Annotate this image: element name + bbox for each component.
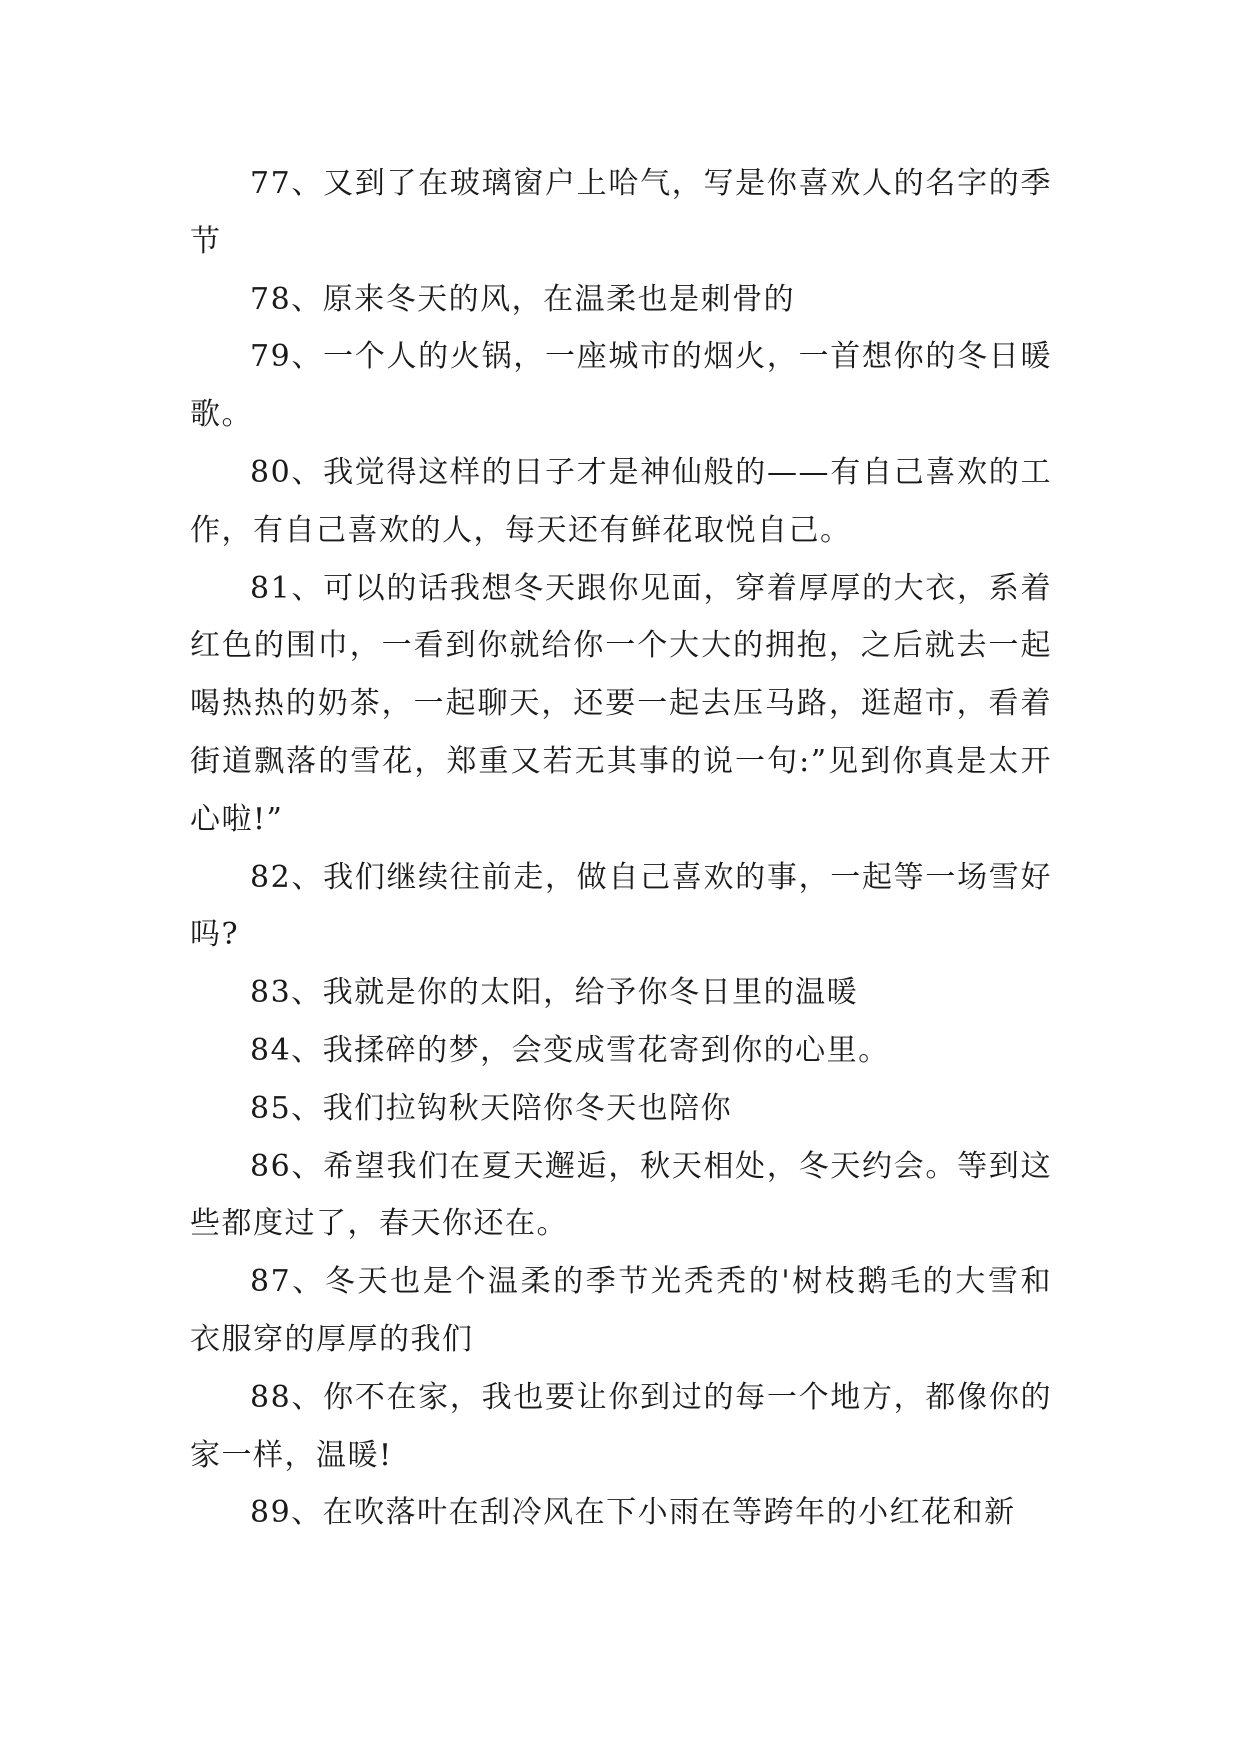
paragraph-81: 81、可以的话我想冬天跟你见面，穿着厚厚的大衣，系着红色的围巾，一看到你就给你一个大大的拥抱，之后就去一起喝热热的奶茶，一起聊天，还要一起去压马路，逛超市，看着街道飘落的雪花，郑重又若无其事的说一句:”见到你真是太开心啦!” bbox=[190, 570, 1052, 837]
paragraph-83: 83、我就是你的太阳，给予你冬日里的温暖 bbox=[250, 975, 859, 1011]
paragraph-77: 77、又到了在玻璃窗户上哈气，写是你喜欢人的名字的季节 bbox=[190, 166, 1052, 259]
paragraph-79: 79、一个人的火锅，一座城市的烟火，一首想你的冬日暖歌。 bbox=[190, 339, 1052, 433]
paragraph-85: 85、我们拉钩秋天陪你冬天也陪你 bbox=[250, 1090, 733, 1126]
paragraph-80: 80、我觉得这样的日子才是神仙般的——有自己喜欢的工作，有自己喜欢的人，每天还有鲜花取悦自己。 bbox=[190, 454, 1052, 548]
paragraph-84: 84、我揉碎的梦，会变成雪花寄到你的心里。 bbox=[250, 1032, 890, 1068]
paragraph-86: 86、希望我们在夏天邂逅，秋天相处，冬天约会。等到这些都度过了，春天你还在。 bbox=[190, 1148, 1052, 1242]
paragraph-87: 87、冬天也是个温柔的季节光秃秃的'树枝鹅毛的大雪和衣服穿的厚厚的我们 bbox=[190, 1264, 1052, 1357]
paragraph-89: 89、在吹落叶在刮冷风在下小雨在等跨年的小红花和新 bbox=[250, 1495, 1016, 1531]
paragraph-88: 88、你不在家，我也要让你到过的每一个地方，都像你的家一样，温暖! bbox=[190, 1379, 1052, 1473]
paragraph-78: 78、原来冬天的风，在温柔也是刺骨的 bbox=[250, 281, 796, 317]
document-body bbox=[190, 155, 1052, 1542]
paragraph-82: 82、我们继续往前走，做自己喜欢的事，一起等一场雪好吗? bbox=[190, 859, 1052, 953]
